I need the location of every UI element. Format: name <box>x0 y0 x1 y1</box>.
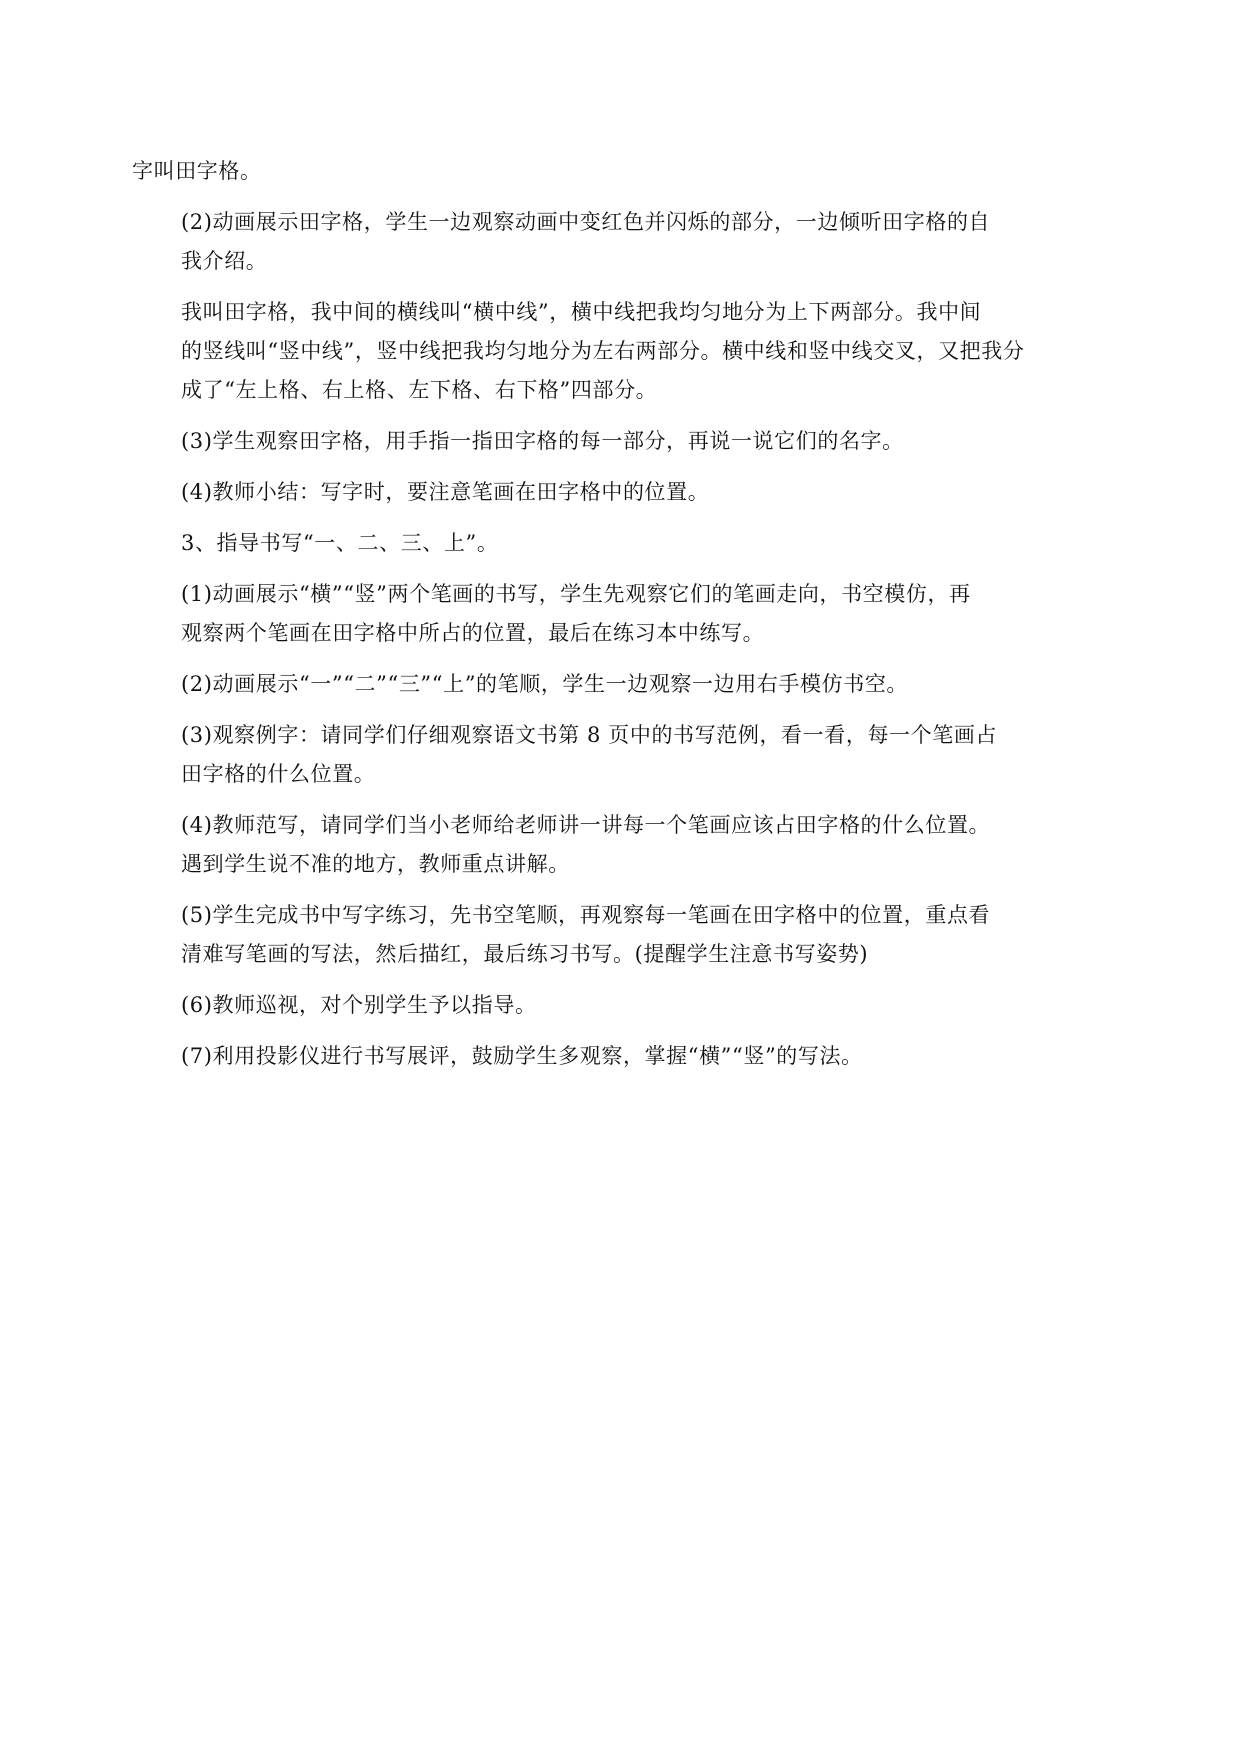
text-line: 字叫田字格。 <box>132 159 262 183</box>
text-line: 成了“左上格、右上格、左下格、右下格”四部分。 <box>181 378 658 402</box>
text-line: 清难写笔画的写法，然后描红，最后练习书写。(提醒学生注意书写姿势) <box>181 942 869 966</box>
paragraph <box>132 896 1108 974</box>
text-line: 我介绍。 <box>181 249 268 273</box>
paragraph <box>132 716 1108 794</box>
text-line: (5)学生完成书中写字练习，先书空笔顺，再观察每一笔画在田字格中的位置，重点看 <box>181 903 991 927</box>
paragraph <box>132 422 1108 461</box>
text-line: (2)动画展示“一”“二”“三”“上”的笔顺，学生一边观察一边用右手模仿书空。 <box>181 672 909 696</box>
paragraph <box>132 203 1108 281</box>
text-line: (2)动画展示田字格，学生一边观察动画中变红色并闪烁的部分，一边倾听田字格的自 <box>181 210 991 234</box>
text-line: 田字格的什么位置。 <box>181 762 376 786</box>
text-line: 遇到学生说不准的地方，教师重点讲解。 <box>181 852 570 876</box>
document-body <box>132 152 1108 1088</box>
paragraph <box>132 152 1108 191</box>
text-line: 我叫田字格，我中间的横线叫“横中线”，横中线把我均匀地分为上下两部分。我中间 <box>181 300 982 324</box>
text-line: (6)教师巡视，对个别学生予以指导。 <box>181 993 537 1017</box>
text-line: (1)动画展示“横”“竖”两个笔画的书写，学生先观察它们的笔画走向，书空模仿，再 <box>181 582 971 606</box>
paragraph <box>132 986 1108 1025</box>
text-line: (7)利用投影仪进行书写展评，鼓励学生多观察，掌握“横”“竖”的写法。 <box>181 1044 863 1068</box>
paragraph <box>132 473 1108 512</box>
text-line: 3、指导书写“一、二、三、上”。 <box>181 531 499 555</box>
text-line: (3)学生观察田字格，用手指一指田字格的每一部分，再说一说它们的名字。 <box>181 429 904 453</box>
text-line: (3)观察例字：请同学们仔细观察语文书第 8 页中的书写范例，看一看，每一个笔画占 <box>181 723 998 747</box>
paragraph <box>132 806 1108 884</box>
paragraph <box>132 524 1108 563</box>
text-line: (4)教师小结：写字时，要注意笔画在田字格中的位置。 <box>181 480 710 504</box>
text-line: 观察两个笔画在田字格中所占的位置，最后在练习本中练写。 <box>181 621 765 645</box>
paragraph <box>132 575 1108 653</box>
text-line: 的竖线叫“竖中线”，竖中线把我均匀地分为左右两部分。横中线和竖中线交叉，又把我分 <box>181 339 1025 363</box>
paragraph <box>132 293 1108 410</box>
text-line: (4)教师范写，请同学们当小老师给老师讲一讲每一个笔画应该占田字格的什么位置。 <box>181 813 991 837</box>
paragraph <box>132 665 1108 704</box>
paragraph <box>132 1037 1108 1076</box>
